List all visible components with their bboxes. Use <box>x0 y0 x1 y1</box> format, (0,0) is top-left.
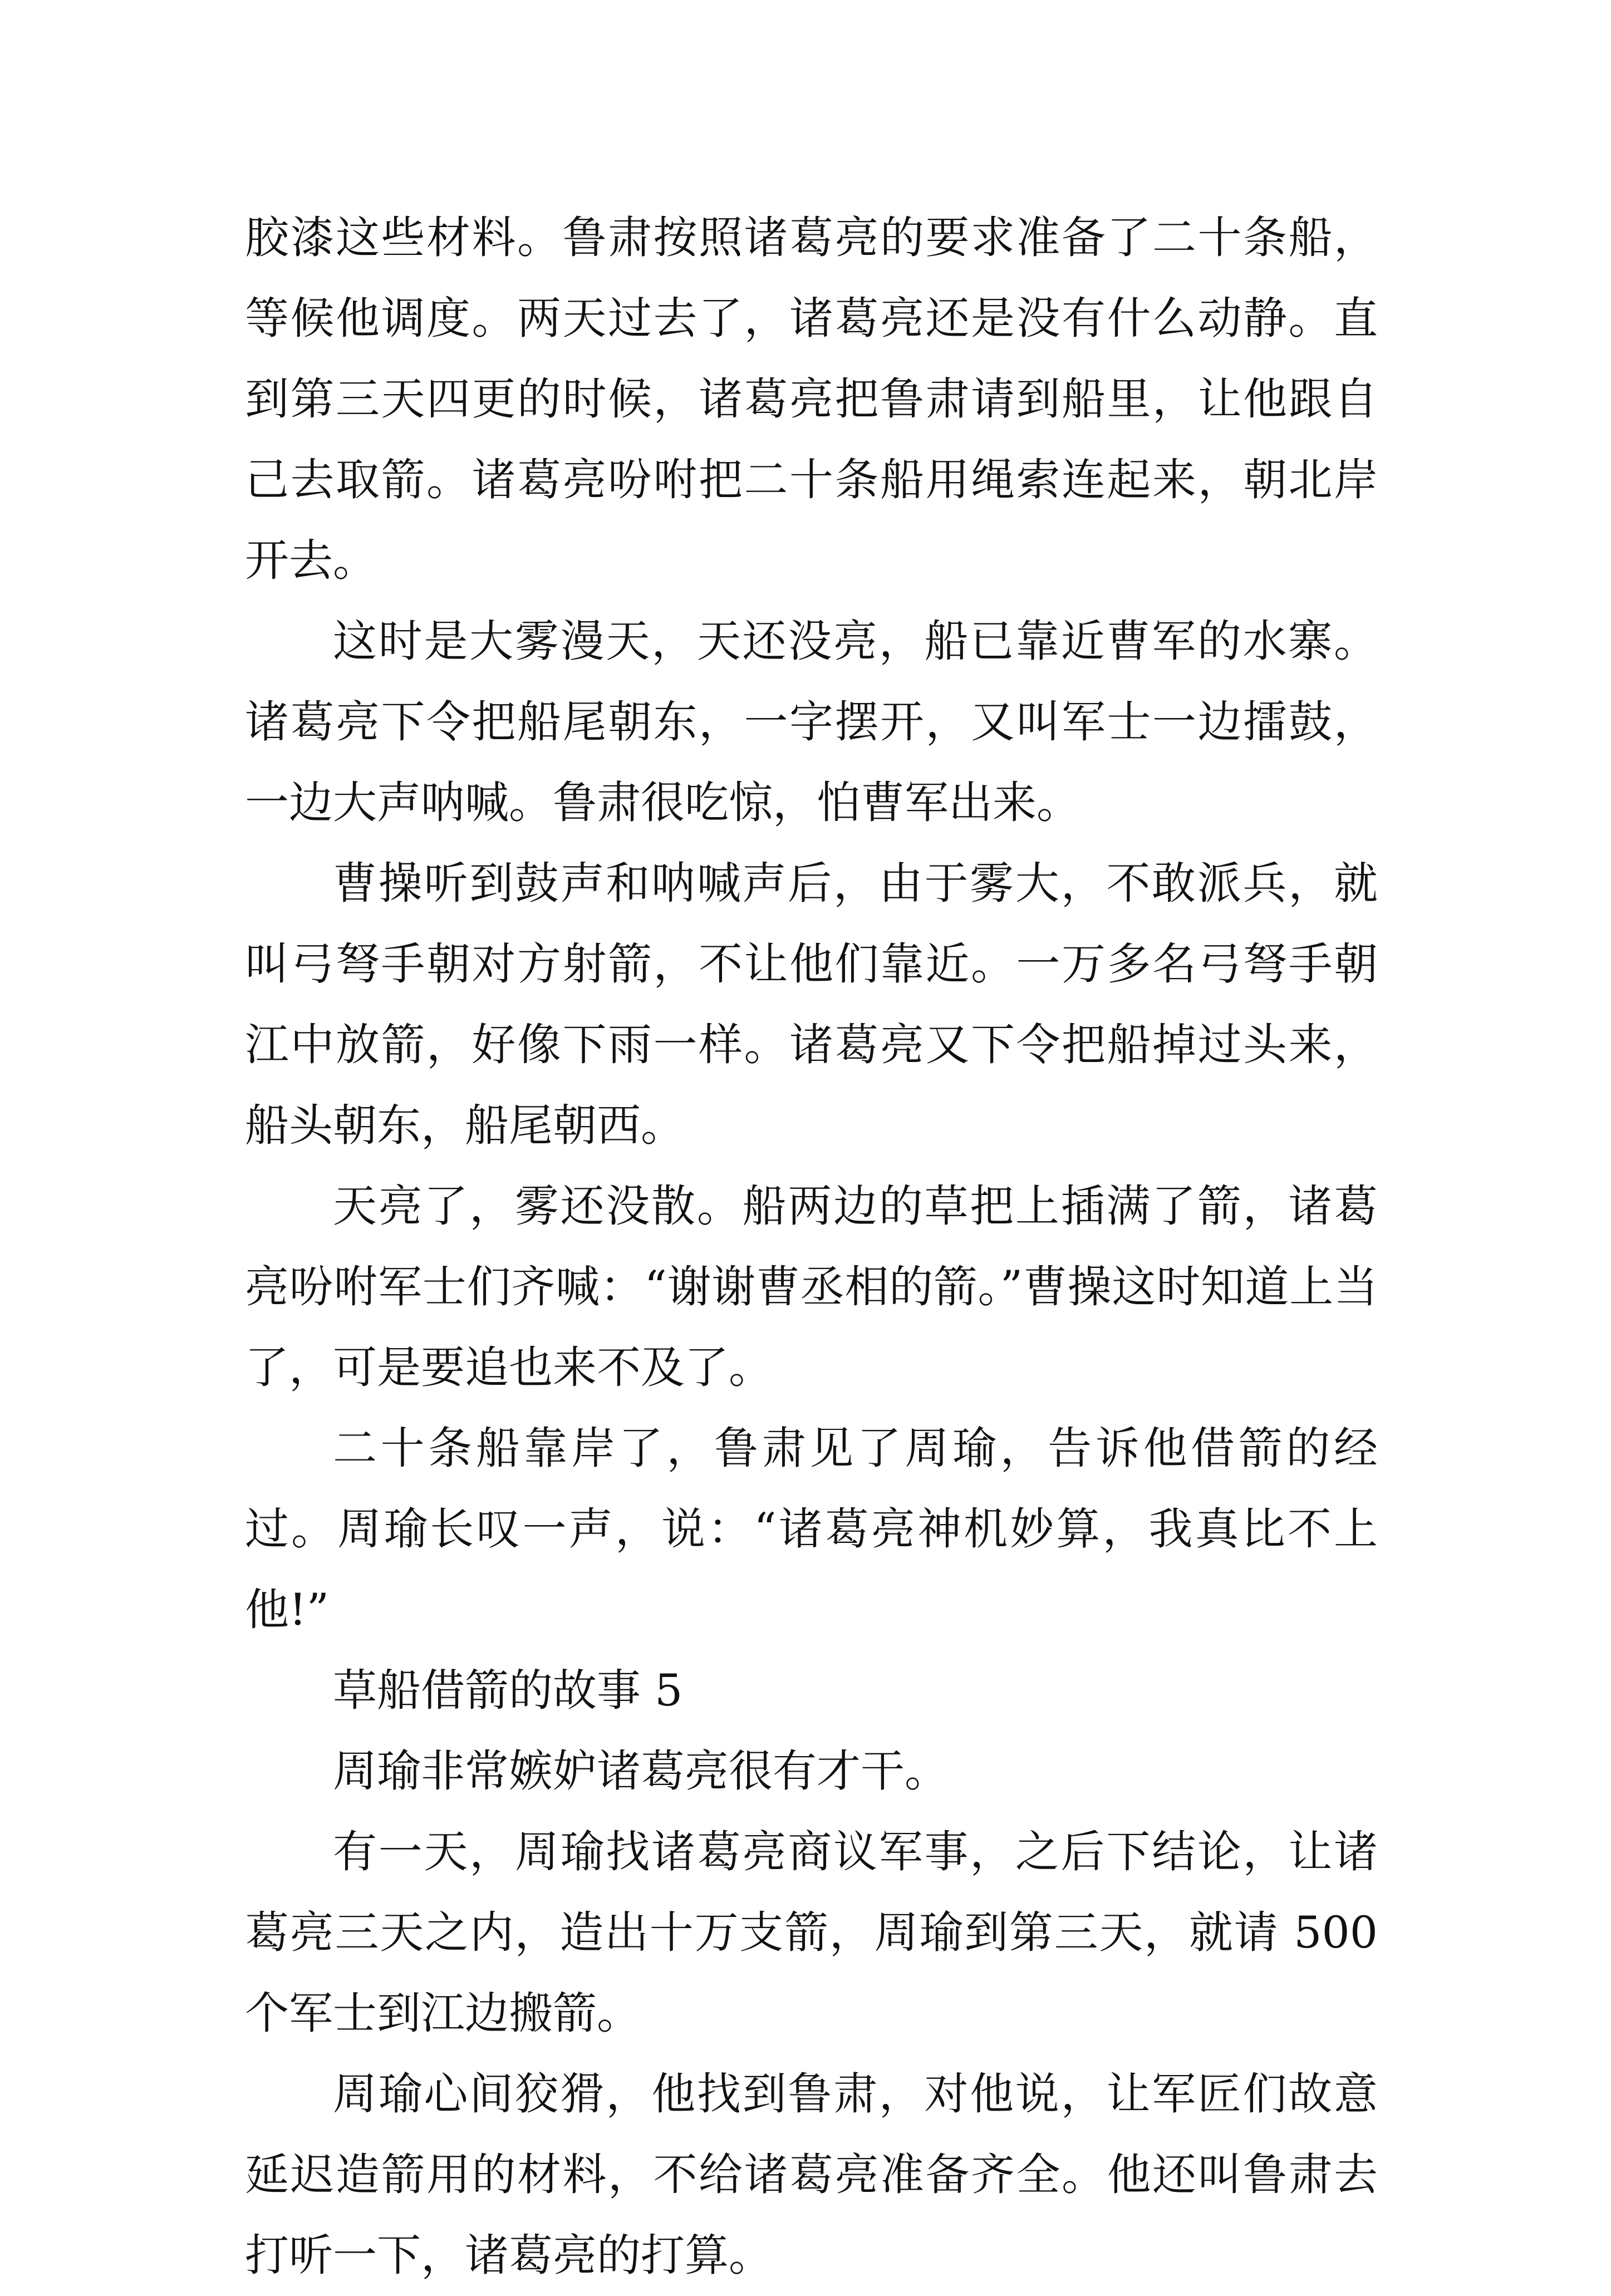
paragraph: 二十条船靠岸了，鲁肃见了周瑜，告诉他借箭的经过。周瑜长叹一声，说：“诸葛亮神机妙算，我真比不上他!” <box>245 1423 1378 1635</box>
paragraph: 曹操听到鼓声和呐喊声后，由于雾大，不敢派兵，就叫弓弩手朝对方射箭，不让他们靠近。一万多名弓弩手朝江中放箭，好像下雨一样。诸葛亮又下令把船掉过头来，船头朝东，船尾朝西。 <box>245 858 1378 1151</box>
document-body <box>245 198 1378 2296</box>
paragraph: 周瑜非常嫉妒诸葛亮很有才干。 <box>333 1746 949 1797</box>
paragraph-continued: 胶漆这些材料。鲁肃按照诸葛亮的要求准备了二十条船，等候他调度。两天过去了，诸葛亮还是没有什么动静。直到第三天四更的时候，诸葛亮把鲁肃请到船里，让他跟自己去取箭。诸葛亮吩咐把二十条船用绳索连起来，朝北岸开去。 <box>245 212 1378 586</box>
paragraph: 有一天，周瑜找诸葛亮商议军事，之后下结论，让诸葛亮三天之内，造出十万支箭，周瑜到第三天，就请 500 个军士到江边搬箭。 <box>245 1826 1378 2039</box>
paragraph: 这时是大雾漫天，天还没亮，船已靠近曹军的水寨。诸葛亮下令把船尾朝东，一字摆开，又叫军士一边擂鼓，一边大声呐喊。鲁肃很吃惊，怕曹军出来。 <box>245 616 1378 828</box>
paragraph: 周瑜心间狡猾，他找到鲁肃，对他说，让军匠们故意延迟造箭用的材料，不给诸葛亮准备齐全。他还叫鲁肃去打听一下，诸葛亮的打算。 <box>245 2068 1378 2281</box>
section-heading: 草船借箭的故事 5 <box>333 1665 683 1716</box>
paragraph: 天亮了，雾还没散。船两边的草把上插满了箭，诸葛亮吩咐军士们齐喊：“谢谢曹丞相的箭。”曹操这时知道上当了，可是要追也来不及了。 <box>245 1181 1378 1393</box>
